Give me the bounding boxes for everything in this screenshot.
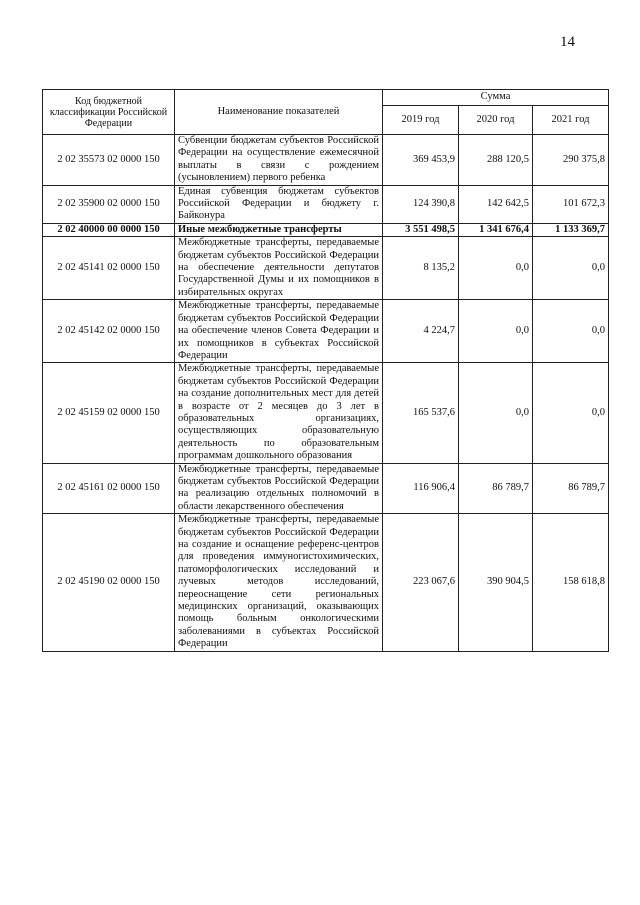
table-row (43, 237, 609, 300)
row-value-2021: 158 618,8 (533, 514, 609, 651)
row-value-2020: 390 904,5 (459, 514, 533, 651)
row-value-2021: 101 672,3 (533, 185, 609, 223)
row-value-2021: 0,0 (533, 237, 609, 300)
budget-table (42, 89, 609, 652)
row-value-2020: 0,0 (459, 300, 533, 363)
row-value-2019: 124 390,8 (383, 185, 459, 223)
row-name: Межбюджетные трансферты, передаваемые бюджетам субъектов Российской Федерации на реализацию отдельных полномочий в области лекарственного обеспечения (175, 463, 383, 514)
header-year-2021: 2021 год (533, 106, 609, 135)
row-value-2020: 0,0 (459, 237, 533, 300)
row-value-2019: 4 224,7 (383, 300, 459, 363)
row-code: 2 02 45161 02 0000 150 (43, 463, 175, 514)
row-code: 2 02 40000 00 0000 150 (43, 223, 175, 236)
row-value-2020: 1 341 676,4 (459, 223, 533, 236)
row-code: 2 02 45141 02 0000 150 (43, 237, 175, 300)
row-value-2021: 86 789,7 (533, 463, 609, 514)
row-code: 2 02 45142 02 0000 150 (43, 300, 175, 363)
row-name: Субвенции бюджетам субъектов Российской Федерации на осуществление ежемесячной выплаты в связи с рождением (усыновлением) первого ребенка (175, 135, 383, 186)
row-value-2021: 1 133 369,7 (533, 223, 609, 236)
row-value-2020: 86 789,7 (459, 463, 533, 514)
header-code: Код бюджетной классификации Российской Федерации (43, 90, 175, 135)
table-row (43, 463, 609, 514)
row-value-2020: 142 642,5 (459, 185, 533, 223)
row-name: Иные межбюджетные трансферты (175, 223, 383, 236)
row-name: Межбюджетные трансферты, передаваемые бюджетам субъектов Российской Федерации на обеспечение деятельности депутатов Государственной Думы и их помощников в избирательных округах (175, 237, 383, 300)
table-header (43, 90, 609, 135)
header-year-2019: 2019 год (383, 106, 459, 135)
table-row (43, 300, 609, 363)
table-row (43, 514, 609, 651)
row-value-2021: 0,0 (533, 363, 609, 463)
header-sum: Сумма (383, 90, 609, 106)
table-row-total (43, 223, 609, 236)
row-value-2020: 288 120,5 (459, 135, 533, 186)
row-name: Межбюджетные трансферты, передаваемые бюджетам субъектов Российской Федерации на создание дополнительных мест для детей в возрасте от 2 месяцев до 3 лет в образовательных организациях, осуществляющих образовательную деятельность по образовательным программам дошкольного образования (175, 363, 383, 463)
header-year-2020: 2020 год (459, 106, 533, 135)
row-value-2021: 290 375,8 (533, 135, 609, 186)
row-value-2019: 116 906,4 (383, 463, 459, 514)
row-value-2020: 0,0 (459, 363, 533, 463)
row-name: Межбюджетные трансферты, передаваемые бюджетам субъектов Российской Федерации на создание и оснащение референс-центров для проведения иммуногистохимических, патоморфологических исследований и лучевых методов исследований, переоснащение сети региональных медицинских организаций, оказывающих помощь больным онкологическими заболеваниями в субъектах Российской Федерации (175, 514, 383, 651)
row-code: 2 02 45159 02 0000 150 (43, 363, 175, 463)
row-code: 2 02 45190 02 0000 150 (43, 514, 175, 651)
row-value-2019: 223 067,6 (383, 514, 459, 651)
row-name: Единая субвенция бюджетам субъектов Российской Федерации и бюджету г. Байконура (175, 185, 383, 223)
header-name: Наименование показателей (175, 90, 383, 135)
row-code: 2 02 35900 02 0000 150 (43, 185, 175, 223)
row-value-2019: 165 537,6 (383, 363, 459, 463)
table-row (43, 185, 609, 223)
table-row (43, 135, 609, 186)
row-code: 2 02 35573 02 0000 150 (43, 135, 175, 186)
row-value-2019: 3 551 498,5 (383, 223, 459, 236)
row-value-2019: 8 135,2 (383, 237, 459, 300)
row-value-2019: 369 453,9 (383, 135, 459, 186)
row-name: Межбюджетные трансферты, передаваемые бюджетам субъектов Российской Федерации на обеспечение членов Совета Федерации и их помощников в субъектах Российской Федерации (175, 300, 383, 363)
row-value-2021: 0,0 (533, 300, 609, 363)
table-row (43, 363, 609, 463)
page-number: 14 (560, 34, 575, 50)
